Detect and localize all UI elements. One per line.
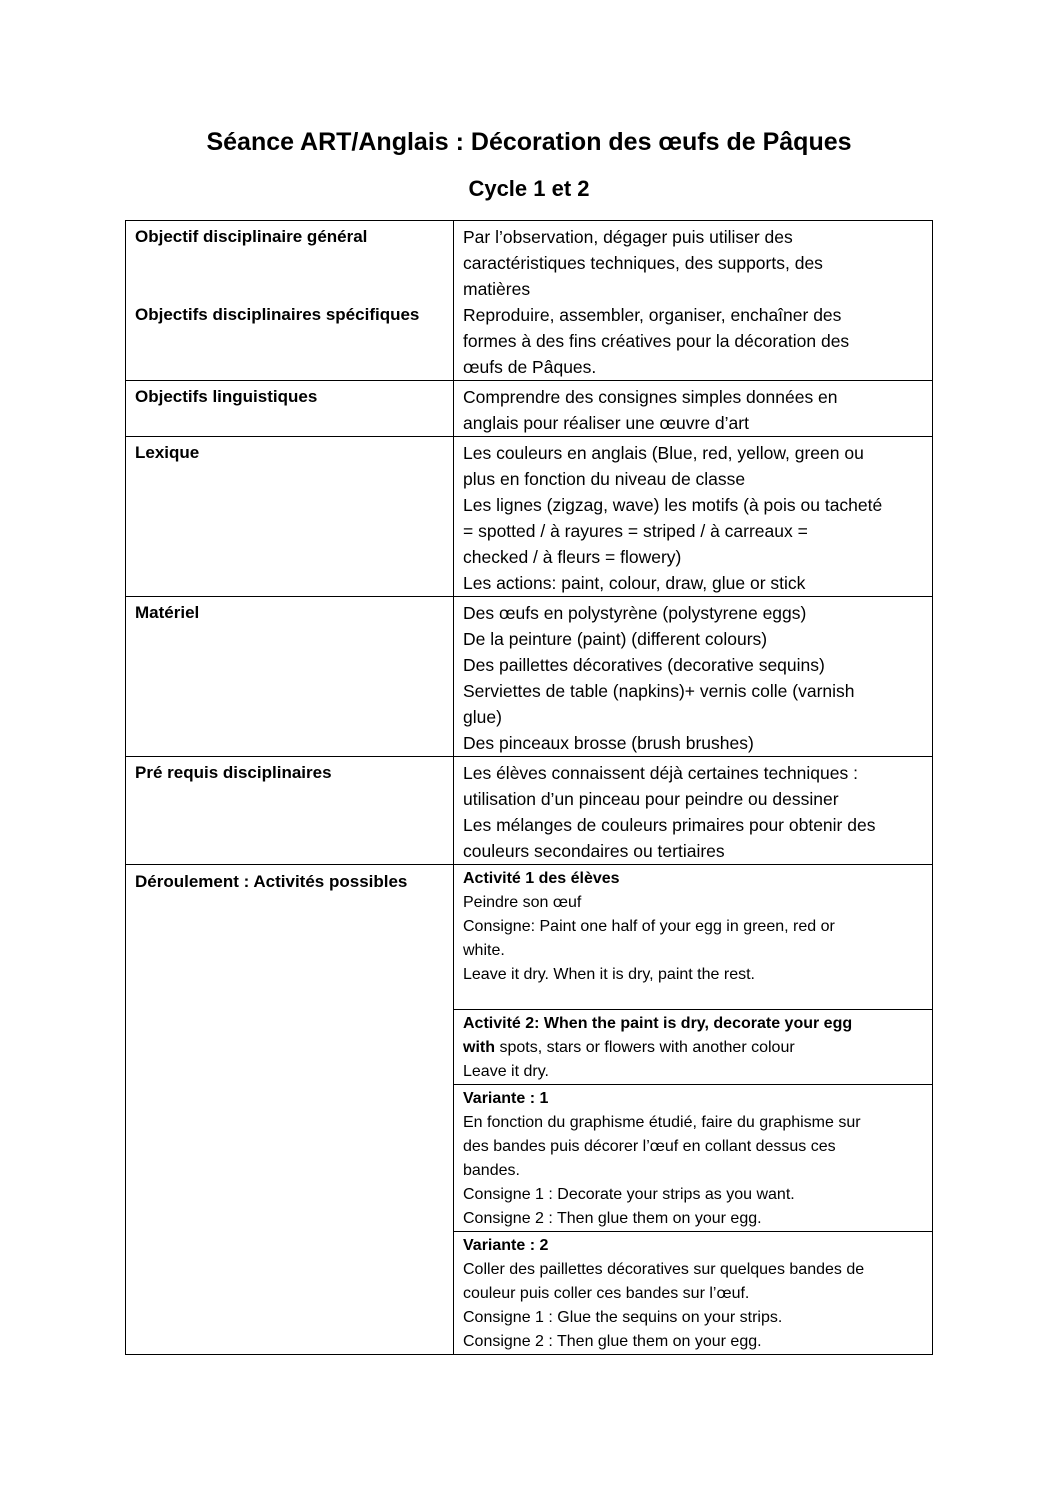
row-value-cell: [454, 437, 933, 597]
text-line: glue): [463, 707, 502, 727]
page-subtitle: Cycle 1 et 2: [468, 176, 590, 201]
text-line: Des paillettes décoratives (decorative sequins): [463, 655, 825, 675]
text-line: Peindre son œuf: [463, 894, 582, 911]
text-line: En fonction du graphisme étudié, faire du graphisme sur: [463, 1114, 861, 1131]
text-line: Par l’observation, dégager puis utiliser des: [463, 227, 793, 247]
text-line: matières: [463, 279, 531, 299]
activity-title-cont: with: [463, 1039, 495, 1056]
text-line: white.: [463, 942, 505, 959]
table-row: [126, 757, 933, 865]
activity-title: Activité 1 des élèves: [463, 870, 620, 887]
text-line: Serviettes de table (napkins)+ vernis colle (varnish: [463, 681, 855, 701]
text-line: Comprendre des consignes simples données en: [463, 387, 838, 407]
text-line: Consigne: Paint one half of your egg in green, red or: [463, 918, 835, 935]
text-fragment: spots, stars or flowers with another colour: [495, 1039, 795, 1056]
row-value-cell: [454, 381, 933, 437]
text-line: Les couleurs en anglais (Blue, red, yellow, green ou: [463, 443, 864, 463]
text-line: utilisation d’un pinceau pour peindre ou dessiner: [463, 789, 839, 809]
text-line: anglais pour réaliser une œuvre d’art: [463, 413, 749, 433]
row-label-cell: Déroulement : Activités possibles: [126, 865, 454, 1355]
lesson-table: [125, 220, 933, 1355]
activity-cell: [454, 1010, 933, 1085]
text-line: œufs de Pâques.: [463, 357, 597, 377]
table-row: [126, 381, 933, 437]
row-value-cell: [454, 597, 933, 757]
table-row: [126, 597, 933, 757]
text-line: Leave it dry. When it is dry, paint the rest.: [463, 966, 755, 983]
row-label-cell: Matériel: [126, 597, 454, 757]
text-line: Consigne 2 : Then glue them on your egg.: [463, 1210, 762, 1227]
text-line: Les lignes (zigzag, wave) les motifs (à pois ou tacheté: [463, 495, 883, 515]
activity-cell: [454, 865, 933, 1010]
activity-cell: [454, 1085, 933, 1232]
text-line: des bandes puis décorer l’œuf en collant dessus ces: [463, 1138, 836, 1155]
table-row: [126, 221, 933, 381]
text-line: caractéristiques techniques, des supports, des: [463, 253, 823, 273]
row-label-cell: [126, 221, 454, 381]
text-line: Coller des paillettes décoratives sur quelques bandes de: [463, 1261, 865, 1278]
table-row: [126, 437, 933, 597]
text-line: De la peinture (paint) (different colours): [463, 629, 768, 649]
row-label: Objectifs disciplinaires spécifiques: [135, 305, 420, 324]
activity-title: Activité 2: When the paint is dry, decorate your egg: [463, 1015, 853, 1032]
text-line: Consigne 1 : Decorate your strips as you want.: [463, 1186, 795, 1203]
row-value-cell: [454, 221, 933, 381]
page-title: Séance ART/Anglais : Décoration des œufs de Pâques: [206, 128, 852, 156]
table-row: [126, 865, 933, 1010]
row-label: Objectif disciplinaire général: [135, 227, 368, 246]
text-line: bandes.: [463, 1162, 520, 1179]
text-line: Des œufs en polystyrène (polystyrene eggs): [463, 603, 807, 623]
text-line: = spotted / à rayures = striped / à carreaux =: [463, 521, 808, 541]
text-line: couleur puis coller ces bandes sur l’œuf.: [463, 1285, 750, 1302]
text-line: [463, 1036, 924, 1060]
text-line: Les mélanges de couleurs primaires pour obtenir des: [463, 815, 876, 835]
text-line: Leave it dry.: [463, 1063, 549, 1080]
text-line: plus en fonction du niveau de classe: [463, 469, 746, 489]
row-label-cell: Pré requis disciplinaires: [126, 757, 454, 865]
row-label-cell: Lexique: [126, 437, 454, 597]
text-line: checked / à fleurs = flowery): [463, 547, 682, 567]
text-line: Les élèves connaissent déjà certaines techniques :: [463, 763, 858, 783]
text-line: Consigne 2 : Then glue them on your egg.: [463, 1333, 762, 1350]
text-line: Reproduire, assembler, organiser, enchaîner des: [463, 305, 842, 325]
text-line: Les actions: paint, colour, draw, glue or stick: [463, 573, 806, 593]
row-label-cell: Objectifs linguistiques: [126, 381, 454, 437]
text-line: Des pinceaux brosse (brush brushes): [463, 733, 754, 753]
text-line: Consigne 1 : Glue the sequins on your strips.: [463, 1309, 783, 1326]
text-line: couleurs secondaires ou tertiaires: [463, 841, 725, 861]
text-line: formes à des fins créatives pour la décoration des: [463, 331, 850, 351]
activity-title: Variante : 2: [463, 1237, 549, 1254]
activity-title: Variante : 1: [463, 1090, 549, 1107]
row-value-cell: [454, 757, 933, 865]
activity-cell: [454, 1232, 933, 1355]
